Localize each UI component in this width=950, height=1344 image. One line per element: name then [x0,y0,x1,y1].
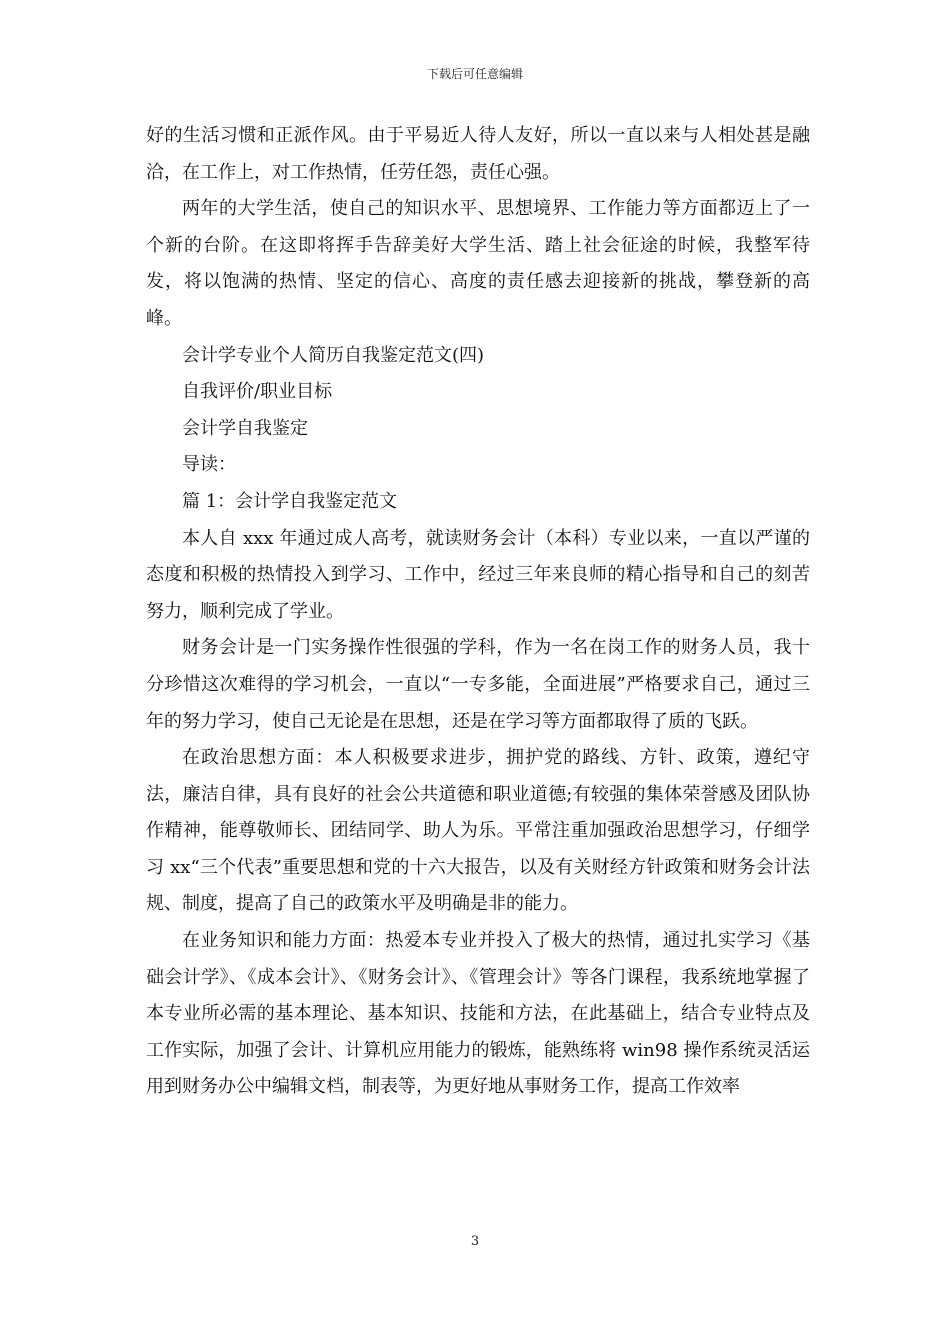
document-body [146,118,810,1106]
paragraph-study-background: 本人自 xxx 年通过成人高考，就读财务会计（本科）专业以来，一直以严谨的态度和积极的热情投入到学习、工作中，经过三年来良师的精心指导和自己的刻苦努力，顺利完成了学业。 [146,527,810,622]
subheading-self-evaluation: 自我评价/职业目标 [182,381,333,403]
page-number: 3 [470,1234,480,1249]
paragraph-professional-knowledge: 在业务知识和能力方面：热爱本专业并投入了极大的热情，通过扎实学习《基础会计学》、《成本会计》、《财务会计》、《管理会计》等各门课程，我系统地掌握了本专业所必需的基本理论、基本知识、技能和方法，在此基础上，结合专业特点及工作实际，加强了会计、计算机应用能力的锻炼，能熟练将 win98 操作系统灵活运用到财务办公中编辑文档，制表等，为更好地从事财务工作，提高工作效率 [146,930,810,1098]
section-title: 会计学专业个人简历自我鉴定范文(四) [182,344,485,366]
paragraph-continuation: 好的生活习惯和正派作风。由于平易近人待人友好，所以一直以来与人相处甚是融洽，在工作上，对工作热情，任劳任怨，责任心强。 [146,125,810,183]
subheading-self-appraisal: 会计学自我鉴定 [182,417,308,439]
page-header: 下载后可任意编辑 [426,67,523,81]
subheading-intro: 导读： [182,454,236,476]
paragraph-political-thought: 在政治思想方面：本人积极要求进步，拥护党的路线、方针、政策，遵纪守法，廉洁自律，具有良好的社会公共道德和职业道德;有较强的集体荣誉感及团队协作精神，能尊敬师长、团结同学、助人为乐。平常注重加强政治思想学习，仔细学习 xx“三个代表”重要思想和党的十六大报告，以及有关财经方针政策和财务会计法规、制度，提高了自己的政策水平及明确是非的能力。 [146,747,810,915]
paragraph-financial-accounting: 财务会计是一门实务操作性很强的学科，作为一名在岗工作的财务人员，我十分珍惜这次难得的学习机会，一直以“一专多能，全面进展”严格要求自己，通过三年的努力学习，使自己无论是在思想，还是在学习等方面都取得了质的飞跃。 [146,637,810,732]
article-title: 篇 1：会计学自我鉴定范文 [182,490,398,512]
paragraph-college-life: 两年的大学生活，使自己的知识水平、思想境界、工作能力等方面都迈上了一个新的台阶。在这即将挥手告辞美好大学生活、踏上社会征途的时候，我整军待发，将以饱满的热情、坚定的信心、高度的责任感去迎接新的挑战，攀登新的高峰。 [146,198,810,329]
